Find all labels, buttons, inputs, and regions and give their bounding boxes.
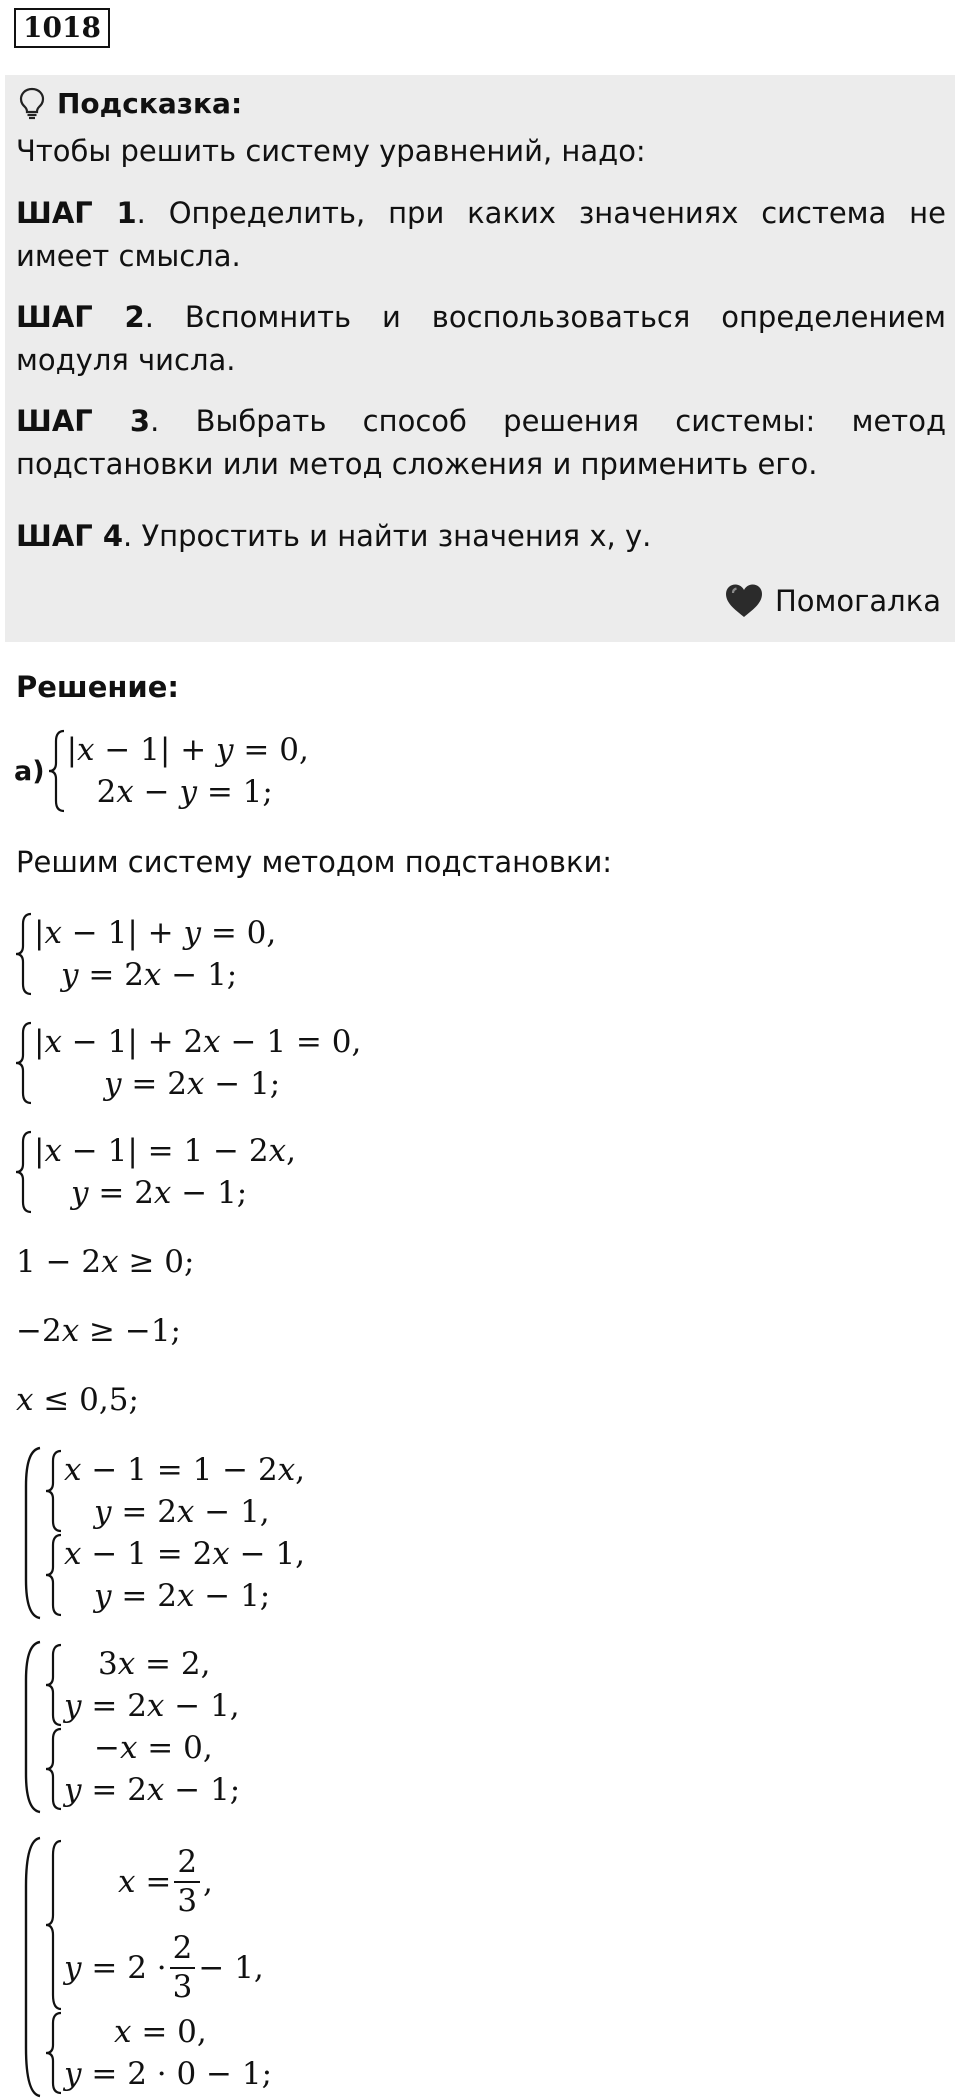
brace-icon bbox=[47, 729, 67, 813]
equation: |𝑥 − 1| + 𝑦 = 0, bbox=[34, 915, 277, 951]
equation: 𝑦 = 2𝑥 − 1; bbox=[64, 1772, 241, 1808]
fraction-numerator: 2 bbox=[174, 1847, 200, 1883]
brace-icon bbox=[44, 1839, 64, 2011]
equation: 𝑦 = 2𝑥 − 1; bbox=[104, 1066, 281, 1102]
equation: 𝑦 = 2𝑥 − 1; bbox=[94, 1578, 271, 1614]
method-text: Решим систему методом подстановки: bbox=[16, 845, 613, 879]
hint-header bbox=[15, 85, 242, 121]
hint-step-3: ШАГ 3. Выбрать способ решения системы: метод подстановки или метод сложения и применить его. bbox=[16, 404, 946, 481]
brand-name: Помогалка bbox=[775, 584, 941, 618]
brace-icon bbox=[44, 1533, 64, 1617]
brace-icon bbox=[44, 1449, 64, 1533]
fraction bbox=[174, 1844, 200, 1919]
equation: 3𝑥 = 2, bbox=[98, 1646, 211, 1682]
equation-tail: , bbox=[203, 1864, 213, 1900]
brace-icon bbox=[44, 1643, 64, 1727]
equation: 𝑦 = 2𝑥 − 1, bbox=[64, 1688, 240, 1724]
equation: 2𝑥 − 𝑦 = 1; bbox=[96, 774, 273, 810]
solution-title: Решение: bbox=[16, 670, 180, 704]
brace-icon bbox=[14, 1130, 34, 1214]
fraction-denominator: 3 bbox=[172, 1969, 193, 2005]
equation: 𝑥 = 0, bbox=[114, 2014, 207, 2050]
equation: 𝑥 − 1 = 1 − 2𝑥, bbox=[64, 1452, 306, 1488]
equation: |𝑥 − 1| = 1 − 2𝑥, bbox=[34, 1133, 296, 1169]
inequality-1: 1 − 2𝑥 ≥ 0; bbox=[16, 1244, 195, 1280]
hint-panel bbox=[5, 75, 955, 642]
solution-set-3 bbox=[16, 1836, 272, 2098]
equation: 𝑦 = 2𝑥 − 1, bbox=[94, 1494, 270, 1530]
brace-icon bbox=[44, 1727, 64, 1811]
equation-lhs: 𝑦 = 2 · bbox=[64, 1950, 167, 1986]
inequality-2: −2𝑥 ≥ −1; bbox=[16, 1313, 182, 1349]
solution-set-2 bbox=[16, 1640, 240, 1814]
brand bbox=[723, 580, 941, 622]
brace-icon bbox=[14, 912, 34, 996]
part-label: а) bbox=[14, 755, 45, 787]
equation-tail: − 1, bbox=[198, 1950, 264, 1986]
equation: |𝑥 − 1| + 𝑦 = 0, bbox=[66, 732, 309, 768]
equation: 𝑦 = 2𝑥 − 1; bbox=[71, 1175, 248, 1211]
solution-set-1 bbox=[16, 1446, 305, 1620]
hint-title: Подсказка: bbox=[57, 86, 243, 120]
x-fraction-equation bbox=[64, 1839, 264, 1925]
square-bracket-icon bbox=[16, 1640, 44, 1814]
heart-icon bbox=[723, 582, 765, 620]
equation: |𝑥 − 1| + 2𝑥 − 1 = 0, bbox=[34, 1024, 362, 1060]
system-step-2 bbox=[14, 1021, 361, 1105]
equation: 𝑦 = 2 · 0 − 1; bbox=[64, 2056, 273, 2092]
brace-icon bbox=[14, 1021, 34, 1105]
system-step-3 bbox=[14, 1130, 296, 1214]
system-step-1 bbox=[14, 912, 276, 996]
equation: 𝑦 = 2𝑥 − 1; bbox=[61, 957, 238, 993]
lightbulb-icon bbox=[15, 86, 49, 120]
fraction-numerator: 2 bbox=[170, 1933, 196, 1969]
square-bracket-icon bbox=[16, 1446, 44, 1620]
inequality-3: 𝑥 ≤ 0,5; bbox=[16, 1382, 139, 1418]
system-a bbox=[14, 729, 309, 813]
fraction bbox=[170, 1930, 196, 2005]
fraction-denominator: 3 bbox=[177, 1883, 198, 1919]
hint-step-1: ШАГ 1. Определить, при каких значениях система не имеет смысла. bbox=[16, 196, 946, 273]
brace-icon bbox=[44, 2011, 64, 2095]
problem-number: 1018 bbox=[14, 8, 110, 48]
y-fraction-equation bbox=[64, 1925, 264, 2011]
square-bracket-icon bbox=[16, 1836, 44, 2098]
hint-intro: Чтобы решить систему уравнений, надо: bbox=[16, 134, 646, 168]
hint-step-4: ШАГ 4. Упростить и найти значения х, у. bbox=[16, 519, 652, 553]
equation: −𝑥 = 0, bbox=[94, 1730, 213, 1766]
equation-lhs: 𝑥 = bbox=[118, 1864, 172, 1900]
hint-step-2: ШАГ 2. Вспомнить и воспользоваться определением модуля числа. bbox=[16, 300, 946, 377]
equation: 𝑥 − 1 = 2𝑥 − 1, bbox=[64, 1536, 306, 1572]
